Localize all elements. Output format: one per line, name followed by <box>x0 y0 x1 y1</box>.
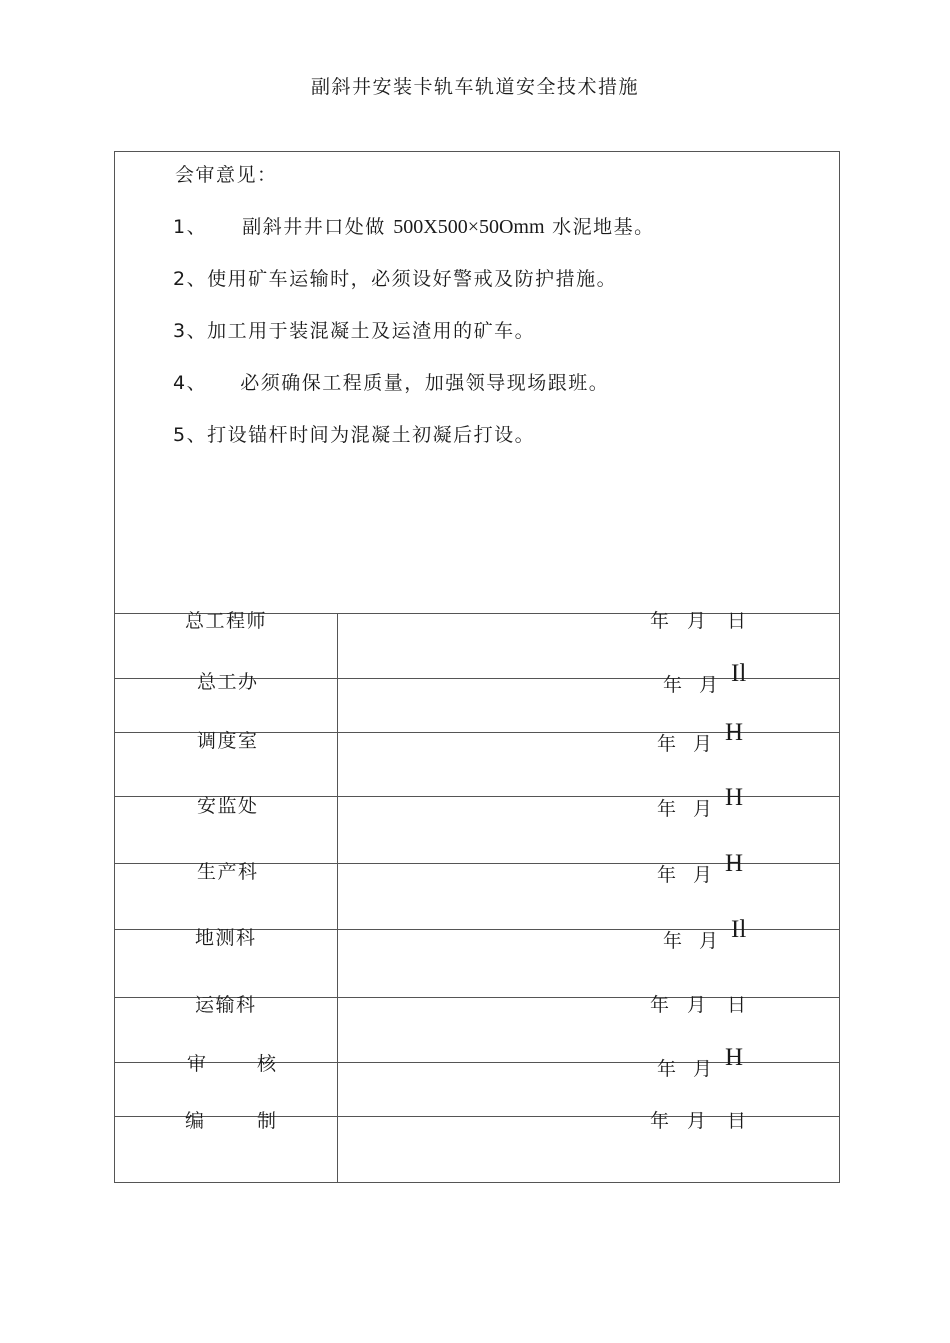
opinion-item-2: 2、使用矿车运输时，必须设好警戒及防护措施。 <box>173 268 618 290</box>
dept-compile-char-2: 制 <box>257 1110 278 1132</box>
date-year: 年 <box>657 733 677 755</box>
opinion-item-5: 5、打设锚杆时间为混凝土初凝后打设。 <box>173 424 536 446</box>
date-year: 年 <box>650 1110 670 1132</box>
date-day: Il <box>731 660 747 687</box>
date-day: H <box>725 1044 744 1071</box>
date-year: 年 <box>663 930 683 952</box>
item-number: 1、 <box>173 216 208 238</box>
opinion-heading: 会审意见： <box>175 164 278 186</box>
date-year: 年 <box>657 864 677 886</box>
date-month: 月 <box>687 1110 707 1132</box>
item-number: 4、 <box>173 372 208 394</box>
item-text: 水泥地基。 <box>552 216 655 238</box>
date-month: 月 <box>687 994 707 1016</box>
item-dimension: 500X500×50Omm <box>393 216 545 238</box>
date-month: 月 <box>693 798 713 820</box>
item-text: 副斜井井口处做 <box>242 216 386 238</box>
date-month: 月 <box>699 930 719 952</box>
opinion-item-1 <box>173 212 655 239</box>
dept-chief-engineer-office: 总工办 <box>197 671 259 693</box>
dept-safety-supervision: 安监处 <box>197 795 259 817</box>
date-year: 年 <box>650 994 670 1016</box>
date-month: 月 <box>699 674 719 696</box>
date-day: 日 <box>727 610 747 632</box>
date-day: Il <box>731 916 747 943</box>
dept-chief-engineer: 总工程师 <box>185 610 268 632</box>
dept-review-char-1: 审 <box>187 1053 208 1075</box>
date-day: 日 <box>727 994 747 1016</box>
date-year: 年 <box>650 610 670 632</box>
date-day: 日 <box>727 1110 747 1132</box>
dept-review-char-2: 核 <box>257 1053 278 1075</box>
dept-compile-char-1: 编 <box>185 1110 206 1132</box>
opinion-item-4 <box>173 368 609 395</box>
dept-survey: 地测科 <box>195 927 257 949</box>
dept-production: 生产科 <box>197 861 259 883</box>
date-day: H <box>725 784 744 811</box>
date-year: 年 <box>663 674 683 696</box>
date-day: H <box>725 719 744 746</box>
date-year: 年 <box>657 798 677 820</box>
date-day: H <box>725 850 744 877</box>
dept-transport: 运输科 <box>195 994 257 1016</box>
date-month: 月 <box>693 733 713 755</box>
column-divider <box>337 613 338 1182</box>
opinion-item-3: 3、加工用于装混凝土及运渣用的矿车。 <box>173 320 536 342</box>
date-year: 年 <box>657 1058 677 1080</box>
dept-dispatch-room: 调度室 <box>197 730 259 752</box>
review-table <box>114 151 840 1183</box>
document-title: 副斜井安装卡轨车轨道安全技术措施 <box>310 76 639 98</box>
date-month: 月 <box>693 864 713 886</box>
date-month: 月 <box>687 610 707 632</box>
date-month: 月 <box>693 1058 713 1080</box>
item-text: 必须确保工程质量，加强领导现场跟班。 <box>240 372 610 394</box>
